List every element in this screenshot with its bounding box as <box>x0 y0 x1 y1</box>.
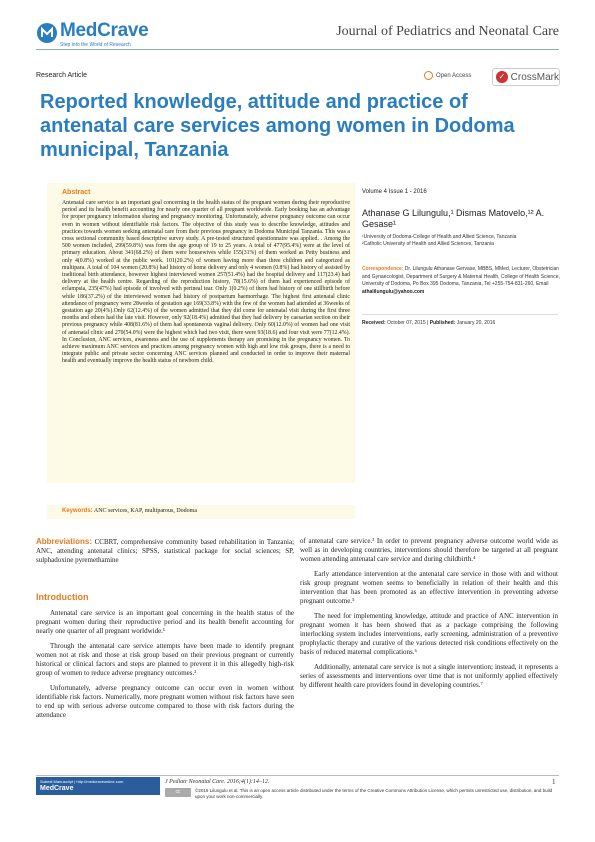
journal-name: Journal of Pediatrics and Neonatal Care <box>336 24 559 39</box>
article-type: Research Article <box>36 72 87 79</box>
abstract-text: Antenatal care service is an important goal concerning in the health status of the pregnant women during their reproductive period and its health benefit accounting for nearly one quarter of all pregnant worldwide. Early booking has an advantage for proper pregnancy information sharing and pregnancy monitoring. Unfortunately, adverse pregnancy outcome can occur even in women without identifiable risk factors. The objective of this study was to describe knowledge, attitudes and practices towards women seeking antenatal care from their previous pregnancy in Dodoma Municipal Tanzania. This was a cross sectional community based descriptive survey study. A pre-tested structured questionnaire was applied. . Among the 500 women included, 299(59.8%) was form the age group of 19 to 25 years. A total of 477(95.4%) were at the level of primary education. About 341(68.2%) of them were housewives while 155(31%) of them worked as Petty business and only 4(0.8%) worked at the public work. 101(20.2%) of women having more than three children and categorized as multipara. A total of 104 women (20.8%) had history of home delivery and only 4 women (0.8%) had history of assisted by traditional birth attendance, however highest interviewed women 257(51.4%) had the hospital delivery and 117(23.4) had delivery at the health centre. Regarding of the reproduction history, 78(15.6%) of them had experienced episode of eclampsia, 235(47%) had episode of involved with perineal tear. Only 1(0.2%) of them had history of one stillbirth before while 186(37.2%) of the interviewed women had history of postpartum haemorrhage. The highest first antenatal clinic attendance of pregnancy were 28weeks of gestation age 169(33.8%) with the few of the women had attended at 36weeks of gestation age 20(4%).Only 62(12.4%) of the women admitted that they did come for antenatal visit during the first three months and others had the late visit. However, only 92(18.4%) admitted that they had delivery by caesarian section on their previous pregnancy while 408(81.6%) of them had spontaneous vaginal delivery. Only 60(12.0%) of women had one visit of antenatal clinic and 270(54.0%) were the highest which had two visit, there were 93(18.6) and four visit were 77(12.4%). In Conclusion, ANC services, awareness and the use of supplements therapy are promising in the pregnancy women. To achieve maximum ANC services and practices among pregnancy women with high and low risk groups, there is a need to integrate public and private sector concerning ANC services planned and conducted in order to improve their maternal health and eventually improve the health status of newborn child. <box>62 200 350 365</box>
affiliations <box>362 234 557 248</box>
received-label: Received: <box>362 320 386 326</box>
logo-name: MedCrave <box>60 20 149 41</box>
abstract-heading: Abstract <box>62 189 91 196</box>
citation: J Pediatr Neonatal Care. 2016;4(1):14‒12. <box>165 779 270 785</box>
correspondence-email[interactable]: athalilungulu@yahoo.com <box>362 288 425 295</box>
introduction-heading: Introduction <box>36 592 89 602</box>
affiliation-item: ¹University of Dodoma-College of Health and Allied Science, Tanzania <box>362 234 517 240</box>
right-column <box>300 537 558 696</box>
article-title: Reported knowledge, attitude and practice of antenatal care services among women in Dodoma municipal, Tanzania <box>40 91 515 161</box>
submit-brand: MedCrave <box>40 785 74 792</box>
medcrave-logo[interactable] <box>36 20 166 52</box>
paragraph: Additionally, antenatal care service is not a single intervention; instead, it represents a series of assessments and interventions over time that is not uniformly applied effectively by different health care providers found in developing countries.⁷ <box>300 663 558 689</box>
left-column <box>36 609 294 726</box>
abbreviations <box>36 537 294 565</box>
open-access-badge[interactable] <box>424 71 471 80</box>
abbreviations-label: Abbreviations: <box>36 537 93 546</box>
author-list: Athanase G Lilungulu,¹ Dismas Matovelo,¹² A. Gesase¹ <box>362 208 545 229</box>
keywords-text: ANC services, KAP, multiparous, Dodoma <box>93 508 198 514</box>
paragraph: The need for implementing knowledge, attitude and practice of ANC intervention in pregnant women it has been showed that as a package comprising the following interlocking system includes interventions, early screening, administration of a preventive prophylactic therapy and curative of the various detected risk conditions effectively on the basis of reduced maternal complications.⁶ <box>300 612 558 656</box>
crossmark-icon: ✓ <box>496 71 508 83</box>
received-date: October 07, 2015 <box>387 320 426 326</box>
paragraph: of antenatal care service.³ In order to prevent pregnancy adverse outcome world wide as well as in developing countries, interventions should therefore be targeted at all pregnant women attending antenatal care service and during childbirth.⁴ <box>300 537 558 563</box>
open-access-label: Open Access <box>436 72 472 79</box>
submit-text: Submit Manuscript | http://medcraveonline.com <box>40 779 124 784</box>
keywords-label: Keywords: <box>62 508 93 514</box>
keywords <box>62 508 350 514</box>
creative-commons-icon[interactable]: cc <box>165 788 191 797</box>
paragraph: Antenatal care service is an important goal concerning in the health status of the pregnant women during their reproductive period and its health benefit accounting for nearly one quarter of all pregnant worldwide.¹ <box>36 609 294 635</box>
dates: Received: October 07, 2015 | Published: January 20, 2016 <box>362 320 496 326</box>
correspondence <box>362 266 560 296</box>
published-date: January 20, 2016 <box>456 320 496 326</box>
medcrave-logo-icon <box>36 22 58 44</box>
paragraph: Early attendance intervention at the antenatal care service in those with and without risk group pregnant women seems to beneficially in relation of their health and this intervention that has been promoted as an effective intervention in preventing adverse pregnant outcome.⁵ <box>300 570 558 605</box>
paragraph: Through the antenatal care service attempts have been made to identify pregnant women not at risk and those at risk group based on their previous pregnant or currently historical or clinical factors and steps are planned to prevent it in this allegedly high-risk group of women to reduce adverse pregnancy outcomes.² <box>36 642 294 677</box>
logo-tagline: Step into the World of Research <box>60 42 131 48</box>
crossmark-label: CrossMark <box>510 71 559 83</box>
abbreviations-text: CCBRT, comprehensive community based rehabilitation in Tanzania; ANC, attending antenatal clinics; SPSS, statistical package for social sciences; SP, sulphadoxine pyremethamine <box>36 538 295 564</box>
correspondence-text: Dr. Lilungulu Athanase Gervase, MBBS, MMed, Lecturer, Obstetrician and Gynaecologist, Department of Surgery & Maternal Health, College of Health Science, University of Dodoma, Po Box 395 Dodoma, Tanzania, Tel +255-754-831-260, Email <box>362 266 560 287</box>
open-access-icon <box>424 71 433 80</box>
crossmark-button[interactable] <box>492 68 560 86</box>
volume-issue: Volume 4 Issue 1 - 2016 <box>362 189 427 195</box>
info-divider <box>362 314 558 315</box>
submit-manuscript-link[interactable] <box>36 777 160 795</box>
paragraph: Unfortunately, adverse pregnancy outcome can occur even in women without identifiable risk factors. Numerically, more pregnant women without risk factors have seen to end up with serious adverse outcome compared to those with risk factors during the attendance <box>36 684 294 719</box>
license-text: ©2016 Lilungulu et al. This is an open access article distributed under the terms of the Creative Commons Attribution License, which permits unrestricted use, distribution, and build upon your work non-commercially. <box>195 788 553 799</box>
page-number: 1 <box>552 778 556 786</box>
license <box>165 788 560 800</box>
affiliation-item: ²Catholic University of Health and Allied Sciences, Tanzania <box>362 241 494 247</box>
footer-divider <box>36 775 559 776</box>
correspondence-label: Correspondence: <box>362 266 404 272</box>
header-divider <box>36 49 559 50</box>
published-label: Published: <box>429 320 456 326</box>
